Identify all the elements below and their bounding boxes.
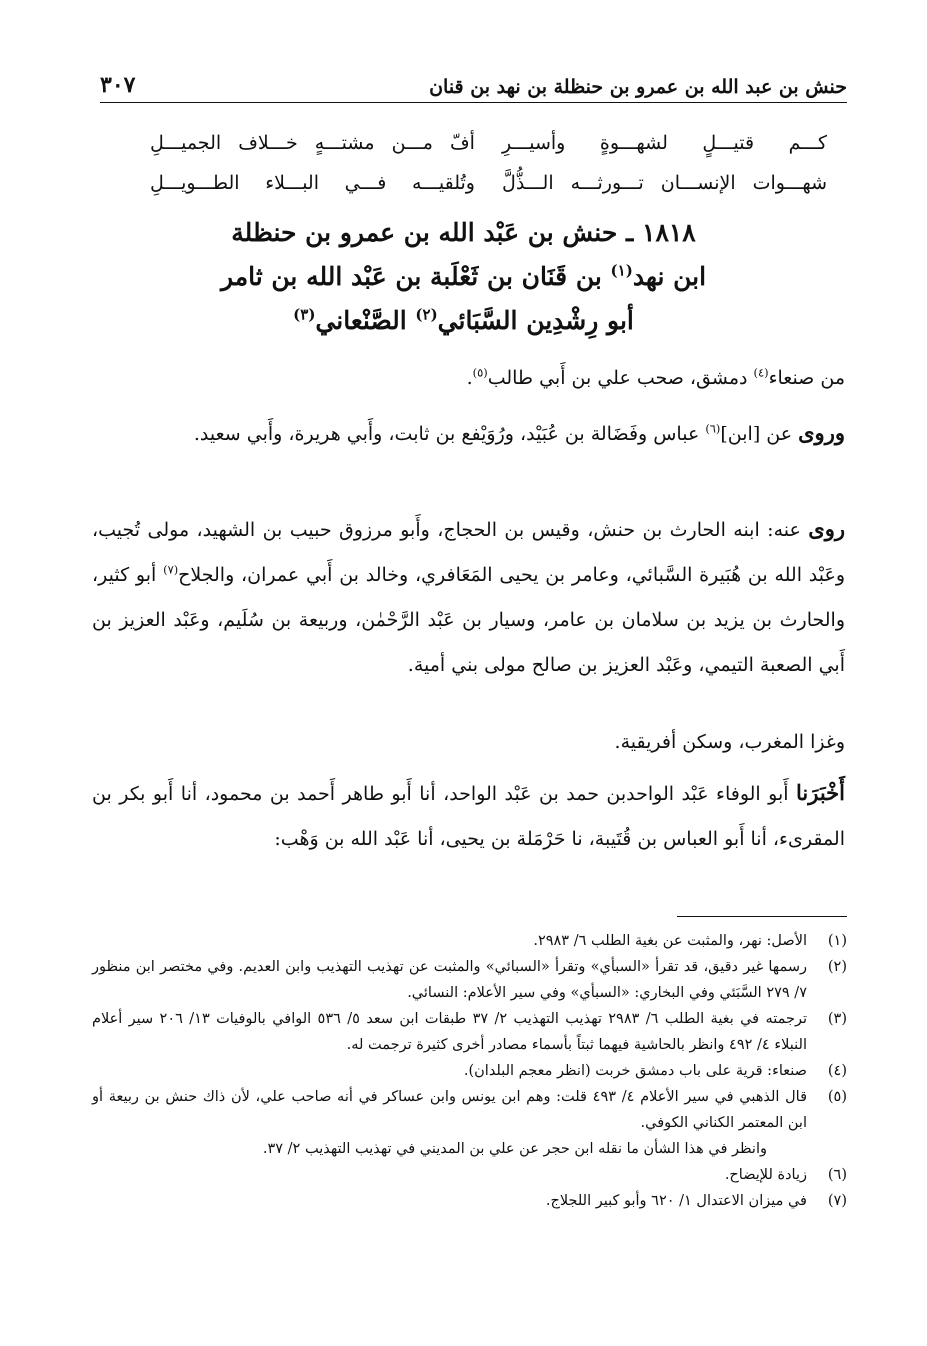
footnote-number: (٤)	[827, 1063, 847, 1079]
body-text: عن [ابن]	[720, 423, 799, 445]
heading-text: بن قَنَان بن ثَعْلَبة بن عَبْد الله بن ثامر	[220, 262, 611, 291]
footnote-text: رسمها غير دقيق، قد تقرأ «السبأي» وتقرأ «السبائي» والمثبت عن تهذيب التهذيب وابن العديم. وفي مختصر ابن منظور ٧/ ٢٧٩ السَّبَئي وفي البخاري: «السبأي» وفي سير الأعلام: النسائي.	[92, 959, 807, 1001]
footnote-item	[92, 1188, 847, 1214]
footnote-continuation: وانظر في هذا الشأن ما نقله ابن حجر عن علي بن المديني في تهذيب التهذيب ٢/ ٣٧.	[262, 1141, 767, 1157]
narrators-paragraph	[92, 506, 845, 688]
footnote-item	[92, 1084, 847, 1162]
footnote-ref: (١)	[610, 261, 633, 280]
heading-text: ابن نهد	[632, 262, 707, 291]
footnote-ref: (٧)	[163, 562, 179, 577]
footnote-item	[92, 1058, 847, 1084]
footnote-number: (٥)	[827, 1089, 847, 1105]
footnote-ref: (٦)	[705, 421, 721, 436]
footnote-text: صنعاء: قرية على باب دمشق خربت (انظر معجم البلدان).	[463, 1063, 807, 1079]
footnote-divider	[677, 916, 847, 917]
verse-hemistich-right: كـــم قتيـــلٍ لشهـــوةٍ وأسيـــرِ	[502, 132, 827, 154]
footnote-number: (٦)	[827, 1167, 847, 1183]
footnote-number: (٢)	[827, 959, 847, 975]
lead-word: أَخْبَرَنا	[796, 780, 845, 805]
verse-hemistich-left: وتُلقيـــه فـــي البـــلاء الطـــويـــلِ	[150, 172, 475, 194]
body-text: عباس وفَضَالة بن عُبَيْد، ورُوَيْفع بن ثابت، وأَبي هريرة، وأَبي سعيد.	[193, 423, 706, 445]
footnote-text: الأصل: نهر، والمثبت عن بغية الطلب ٦/ ٢٩٨٣.	[533, 933, 807, 949]
footnote-ref: (٢)	[415, 305, 438, 324]
body-text: دمشق، صحب علي بن أَبي طالب	[487, 367, 754, 389]
entry-heading-line	[100, 306, 827, 335]
footnote-item	[92, 1162, 847, 1188]
body-text: عنه: ابنه الحارث بن حنش، وقيس بن الحجاج، وأَبو مرزوق حبيب بن الشهيد، مولى تُجيب، وعَبْد الله بن هُبَيرة السَّبائي، وعامر بن يحيى المَعَافري، وخالد بن أَبي عمران، والجلاح	[92, 519, 845, 586]
verse-hemistich-left: أفّ مـــن مشتـــهٍ خـــلاف الجميـــلِ	[150, 132, 475, 154]
lead-word: روى	[808, 516, 845, 541]
body-text: .	[466, 367, 473, 389]
running-title: حنش بن عبد الله بن عمرو بن حنظلة بن نهد بن قنان	[429, 76, 847, 98]
footnote-ref: (٣)	[293, 305, 316, 324]
footnote-ref: (٥)	[472, 365, 488, 380]
body-text: أبو كثير، والحارث بن يزيد بن سلامان بن عامر، وسيار بن عَبْد الرَّحْمٰن، وربيعة بن سُلَيم، وعَبْد العزيز بن أَبي الصعبة التيمي، وعَبْد العزيز بن صالح مولى بني أمية.	[92, 564, 845, 676]
verse-line	[150, 132, 827, 154]
narrated-from-paragraph	[92, 410, 845, 457]
footnote-text: قال الذهبي في سير الأعلام ٤/ ٤٩٣ قلت: وهم ابن يونس وابن عساكر في أنه صاحب علي، لأن ذاك حنش بن ربيعة أو ابن المعتمر الكناني الكوفي.	[92, 1089, 807, 1131]
footnote-item	[92, 928, 847, 954]
residence-paragraph: وغزا المغرب، وسكن أفريقية.	[614, 731, 845, 753]
footnote-number: (١)	[827, 933, 847, 949]
body-text: من صنعاء	[768, 367, 845, 389]
footnote-ref: (٤)	[753, 365, 769, 380]
body-text: أَبو الوفاء عَبْد الواحدبن حمد بن عَبْد الواحد، أنا أَبو طاهر أَحمد بن محمود، أنا أَبو بكر بن المقرىء، أنا أَبو العباس بن قُتَيبة، نا حَرْمَلة بن يحيى، أنا عَبْد الله بن وَهْب:	[92, 783, 845, 850]
footnote-text: ترجمته في بغية الطلب ٦/ ٢٩٨٣ تهذيب التهذيب ٢/ ٣٧ طبقات ابن سعد ٥/ ٥٣٦ الوافي بالوفيات ١٣/ ٢٠٦ سير أعلام النبلاء ٤/ ٤٩٢ وانظر بالحاشية فيهما ثبتاً بأسماء مصادر أخرى كثيرة ترجمت له.	[92, 1011, 807, 1053]
page-number: ٣٠٧	[100, 72, 136, 98]
isnad-paragraph	[92, 770, 845, 862]
heading-text: الصَّنْعاني	[315, 306, 416, 335]
footnote-number: (٣)	[827, 1011, 847, 1027]
footnote-text: زيادة للإيضاح.	[724, 1167, 807, 1183]
footnote-text: في ميزان الاعتدال ١/ ٦٢٠ وأبو كبير اللجلاج.	[545, 1193, 807, 1209]
footnote-item	[92, 1006, 847, 1058]
footnote-text	[92, 1084, 807, 1162]
origin-paragraph	[92, 356, 845, 401]
lead-word: وروى	[798, 420, 845, 445]
entry-heading-line: ١٨١٨ ـ حنش بن عَبْد الله بن عمرو بن حنظلة	[231, 218, 696, 247]
entry-heading-line	[100, 262, 827, 291]
verse-line	[150, 172, 827, 194]
footnotes-list	[92, 928, 847, 1214]
footnote-item	[92, 954, 847, 1006]
page-header	[100, 60, 847, 103]
footnote-number: (٧)	[827, 1193, 847, 1209]
verse-hemistich-right: شهـــوات الإنســـان تـــورثـــه الـــذُّلَّ	[502, 172, 827, 194]
heading-text: أبو رِشْدِين السَّبَائي	[437, 306, 634, 335]
